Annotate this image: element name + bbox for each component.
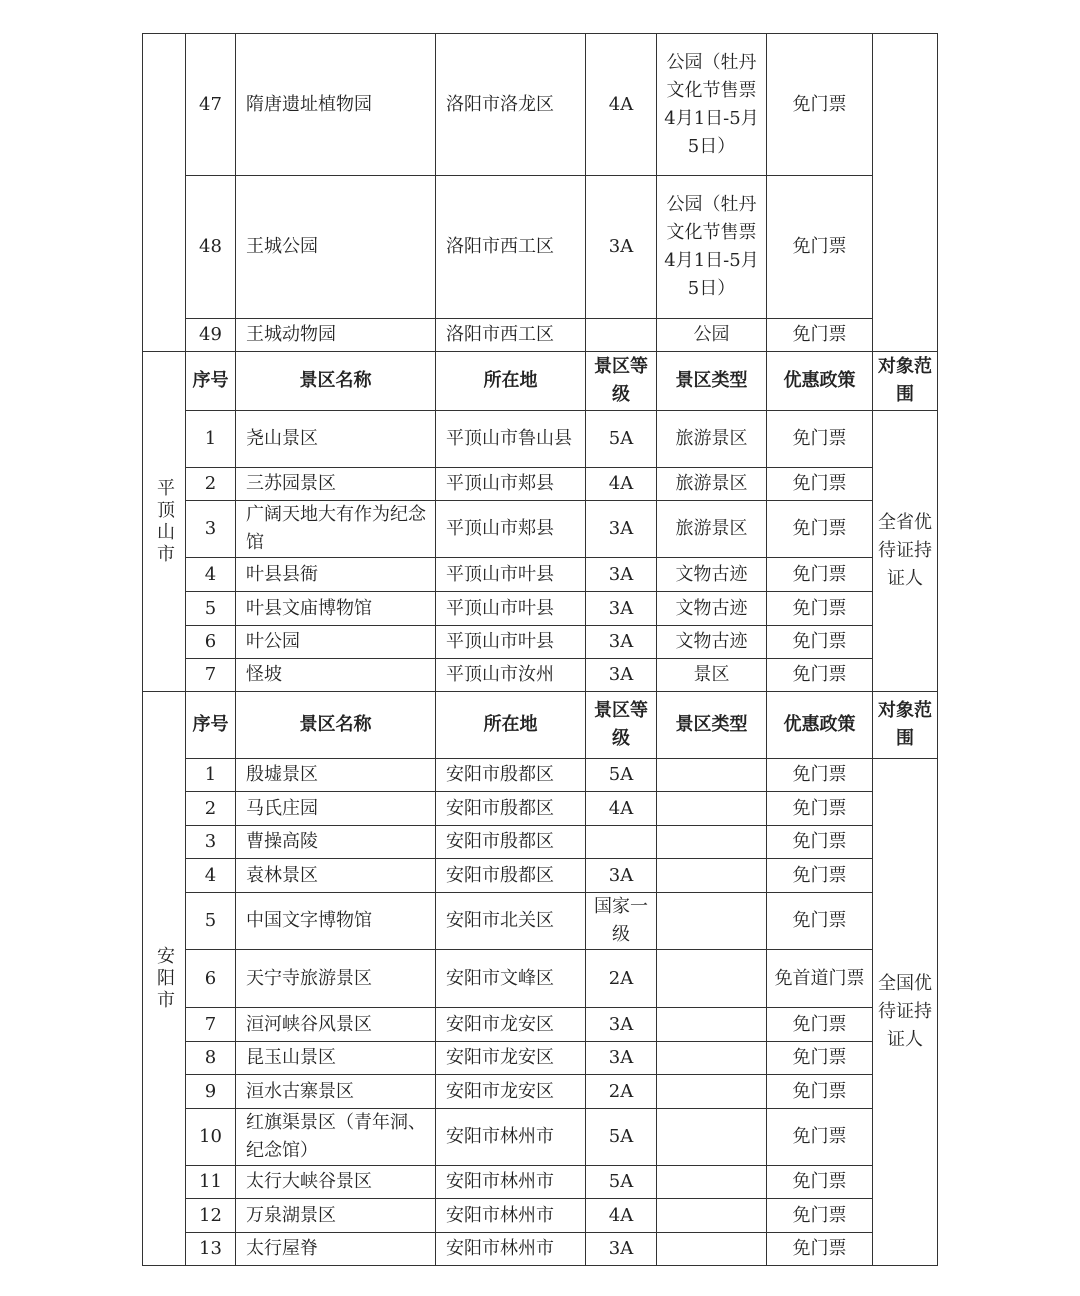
- header-location: 所在地: [436, 352, 586, 411]
- table-row: [143, 759, 938, 792]
- seq-cell: 5: [186, 592, 236, 626]
- table-row: [143, 468, 938, 501]
- location-cell: 洛阳市洛龙区: [436, 34, 586, 176]
- seq-cell: 48: [186, 176, 236, 319]
- seq-cell: 49: [186, 319, 236, 352]
- grade-cell: 国家一级: [586, 893, 657, 950]
- name-cell: 尧山景区: [236, 411, 436, 468]
- seq-cell: 8: [186, 1042, 236, 1075]
- table-row: [143, 1233, 938, 1266]
- grade-cell: 3A: [586, 626, 657, 659]
- table-row: [143, 1042, 938, 1075]
- location-cell: 平顶山市郏县: [436, 468, 586, 501]
- policy-cell: 免首道门票: [767, 950, 873, 1008]
- name-cell: 太行屋脊: [236, 1233, 436, 1266]
- policy-cell: 免门票: [767, 176, 873, 319]
- type-cell: [657, 1233, 767, 1266]
- policy-cell: 免门票: [767, 1075, 873, 1109]
- city-cell-luoyang: [143, 34, 186, 352]
- scenic-spots-table: [142, 33, 938, 1266]
- type-cell: 公园（牡丹文化节售票4月1日-5月5日）: [657, 34, 767, 176]
- name-cell: 昆玉山景区: [236, 1042, 436, 1075]
- policy-cell: 免门票: [767, 759, 873, 792]
- type-cell: 旅游景区: [657, 501, 767, 558]
- location-cell: 安阳市殷都区: [436, 826, 586, 859]
- policy-cell: 免门票: [767, 468, 873, 501]
- location-cell: 平顶山市叶县: [436, 558, 586, 592]
- seq-cell: 6: [186, 950, 236, 1008]
- table-row: [143, 176, 938, 319]
- header-type: 景区类型: [657, 692, 767, 759]
- type-cell: 公园: [657, 319, 767, 352]
- location-cell: 洛阳市西工区: [436, 176, 586, 319]
- grade-cell: 3A: [586, 592, 657, 626]
- table-row: [143, 626, 938, 659]
- location-cell: 安阳市林州市: [436, 1109, 586, 1166]
- header-location: 所在地: [436, 692, 586, 759]
- header-scope: 对象范围: [873, 352, 938, 411]
- type-cell: [657, 826, 767, 859]
- grade-cell: 2A: [586, 950, 657, 1008]
- grade-cell: 3A: [586, 659, 657, 692]
- table-row: [143, 1008, 938, 1042]
- type-cell: [657, 1109, 767, 1166]
- location-cell: 安阳市北关区: [436, 893, 586, 950]
- grade-cell: 2A: [586, 1075, 657, 1109]
- name-cell: 王城动物园: [236, 319, 436, 352]
- table-row: [143, 859, 938, 893]
- scope-cell-luoyang: [873, 34, 938, 352]
- header-policy: 优惠政策: [767, 352, 873, 411]
- grade-cell: 5A: [586, 759, 657, 792]
- seq-cell: 10: [186, 1109, 236, 1166]
- name-cell: 王城公园: [236, 176, 436, 319]
- seq-cell: 1: [186, 759, 236, 792]
- name-cell: 洹河峡谷风景区: [236, 1008, 436, 1042]
- header-name: 景区名称: [236, 352, 436, 411]
- name-cell: 叶公园: [236, 626, 436, 659]
- table-row: [143, 950, 938, 1008]
- location-cell: 安阳市龙安区: [436, 1008, 586, 1042]
- type-cell: 公园（牡丹文化节售票4月1日-5月5日）: [657, 176, 767, 319]
- name-cell: 洹水古寨景区: [236, 1075, 436, 1109]
- grade-cell: 4A: [586, 468, 657, 501]
- grade-cell: 5A: [586, 1109, 657, 1166]
- table-row: [143, 1109, 938, 1166]
- name-cell: 隋唐遗址植物园: [236, 34, 436, 176]
- grade-cell: 3A: [586, 1233, 657, 1266]
- table-row: [143, 34, 938, 176]
- table-row: [143, 893, 938, 950]
- seq-cell: 4: [186, 859, 236, 893]
- policy-cell: 免门票: [767, 1199, 873, 1233]
- type-cell: [657, 1075, 767, 1109]
- seq-cell: 5: [186, 893, 236, 950]
- seq-cell: 1: [186, 411, 236, 468]
- type-cell: [657, 792, 767, 826]
- policy-cell: 免门票: [767, 626, 873, 659]
- type-cell: 旅游景区: [657, 411, 767, 468]
- seq-cell: 6: [186, 626, 236, 659]
- seq-cell: 9: [186, 1075, 236, 1109]
- seq-cell: 2: [186, 792, 236, 826]
- name-cell: 怪坡: [236, 659, 436, 692]
- location-cell: 平顶山市鲁山县: [436, 411, 586, 468]
- policy-cell: 免门票: [767, 1008, 873, 1042]
- name-cell: 万泉湖景区: [236, 1199, 436, 1233]
- grade-cell: 3A: [586, 501, 657, 558]
- table-row: [143, 592, 938, 626]
- type-cell: [657, 1199, 767, 1233]
- grade-cell: 4A: [586, 1199, 657, 1233]
- table-row: [143, 659, 938, 692]
- grade-cell: 3A: [586, 1008, 657, 1042]
- scope-cell-pingdingshan: 全省优待证持证人: [873, 411, 938, 692]
- type-cell: 文物古迹: [657, 626, 767, 659]
- location-cell: 安阳市文峰区: [436, 950, 586, 1008]
- type-cell: 文物古迹: [657, 592, 767, 626]
- policy-cell: 免门票: [767, 826, 873, 859]
- city-cell-pingdingshan: 平顶山市: [143, 352, 186, 692]
- table-row: [143, 826, 938, 859]
- name-cell: 叶县县衙: [236, 558, 436, 592]
- name-cell: 广阔天地大有作为纪念馆: [236, 501, 436, 558]
- policy-cell: 免门票: [767, 893, 873, 950]
- location-cell: 平顶山市汝州: [436, 659, 586, 692]
- grade-cell: 3A: [586, 558, 657, 592]
- policy-cell: 免门票: [767, 319, 873, 352]
- table-row: [143, 501, 938, 558]
- location-cell: 安阳市林州市: [436, 1199, 586, 1233]
- seq-cell: 11: [186, 1166, 236, 1199]
- policy-cell: 免门票: [767, 1109, 873, 1166]
- name-cell: 中国文字博物馆: [236, 893, 436, 950]
- policy-cell: 免门票: [767, 659, 873, 692]
- type-cell: [657, 1166, 767, 1199]
- type-cell: [657, 1008, 767, 1042]
- location-cell: 平顶山市郏县: [436, 501, 586, 558]
- policy-cell: 免门票: [767, 592, 873, 626]
- name-cell: 叶县文庙博物馆: [236, 592, 436, 626]
- header-seq: 序号: [186, 692, 236, 759]
- header-type: 景区类型: [657, 352, 767, 411]
- name-cell: 三苏园景区: [236, 468, 436, 501]
- name-cell: 曹操高陵: [236, 826, 436, 859]
- table-row: [143, 1199, 938, 1233]
- table-row: [143, 558, 938, 592]
- table-header-row: [143, 692, 938, 759]
- name-cell: 天宁寺旅游景区: [236, 950, 436, 1008]
- header-name: 景区名称: [236, 692, 436, 759]
- grade-cell: 4A: [586, 34, 657, 176]
- type-cell: [657, 893, 767, 950]
- policy-cell: 免门票: [767, 1042, 873, 1075]
- location-cell: 安阳市龙安区: [436, 1075, 586, 1109]
- type-cell: 景区: [657, 659, 767, 692]
- seq-cell: 47: [186, 34, 236, 176]
- grade-cell: 5A: [586, 1166, 657, 1199]
- policy-cell: 免门票: [767, 411, 873, 468]
- name-cell: 殷墟景区: [236, 759, 436, 792]
- type-cell: 旅游景区: [657, 468, 767, 501]
- city-cell-anyang: 安阳市: [143, 692, 186, 1266]
- type-cell: [657, 1042, 767, 1075]
- location-cell: 平顶山市叶县: [436, 592, 586, 626]
- location-cell: 安阳市殷都区: [436, 759, 586, 792]
- scope-cell-anyang: 全国优待证持证人: [873, 759, 938, 1266]
- table-row: [143, 319, 938, 352]
- header-grade: 景区等级: [586, 352, 657, 411]
- policy-cell: 免门票: [767, 1233, 873, 1266]
- type-cell: [657, 950, 767, 1008]
- name-cell: 太行大峡谷景区: [236, 1166, 436, 1199]
- table-row: [143, 1075, 938, 1109]
- policy-cell: 免门票: [767, 792, 873, 826]
- name-cell: 马氏庄园: [236, 792, 436, 826]
- type-cell: [657, 859, 767, 893]
- location-cell: 安阳市龙安区: [436, 1042, 586, 1075]
- seq-cell: 7: [186, 659, 236, 692]
- location-cell: 安阳市林州市: [436, 1233, 586, 1266]
- location-cell: 安阳市殷都区: [436, 859, 586, 893]
- grade-cell: 4A: [586, 792, 657, 826]
- location-cell: 安阳市林州市: [436, 1166, 586, 1199]
- grade-cell: 3A: [586, 1042, 657, 1075]
- grade-cell: [586, 826, 657, 859]
- policy-cell: 免门票: [767, 501, 873, 558]
- header-policy: 优惠政策: [767, 692, 873, 759]
- seq-cell: 3: [186, 826, 236, 859]
- seq-cell: 12: [186, 1199, 236, 1233]
- table-row: [143, 411, 938, 468]
- grade-cell: 5A: [586, 411, 657, 468]
- name-cell: 袁林景区: [236, 859, 436, 893]
- type-cell: 文物古迹: [657, 558, 767, 592]
- type-cell: [657, 759, 767, 792]
- policy-cell: 免门票: [767, 34, 873, 176]
- location-cell: 平顶山市叶县: [436, 626, 586, 659]
- name-cell: 红旗渠景区（青年洞、纪念馆）: [236, 1109, 436, 1166]
- location-cell: 洛阳市西工区: [436, 319, 586, 352]
- location-cell: 安阳市殷都区: [436, 792, 586, 826]
- seq-cell: 13: [186, 1233, 236, 1266]
- header-scope: 对象范围: [873, 692, 938, 759]
- seq-cell: 7: [186, 1008, 236, 1042]
- header-seq: 序号: [186, 352, 236, 411]
- seq-cell: 4: [186, 558, 236, 592]
- table-header-row: [143, 352, 938, 411]
- seq-cell: 2: [186, 468, 236, 501]
- policy-cell: 免门票: [767, 859, 873, 893]
- table-row: [143, 1166, 938, 1199]
- seq-cell: 3: [186, 501, 236, 558]
- grade-cell: [586, 319, 657, 352]
- header-grade: 景区等级: [586, 692, 657, 759]
- policy-cell: 免门票: [767, 1166, 873, 1199]
- grade-cell: 3A: [586, 176, 657, 319]
- policy-cell: 免门票: [767, 558, 873, 592]
- grade-cell: 3A: [586, 859, 657, 893]
- table-row: [143, 792, 938, 826]
